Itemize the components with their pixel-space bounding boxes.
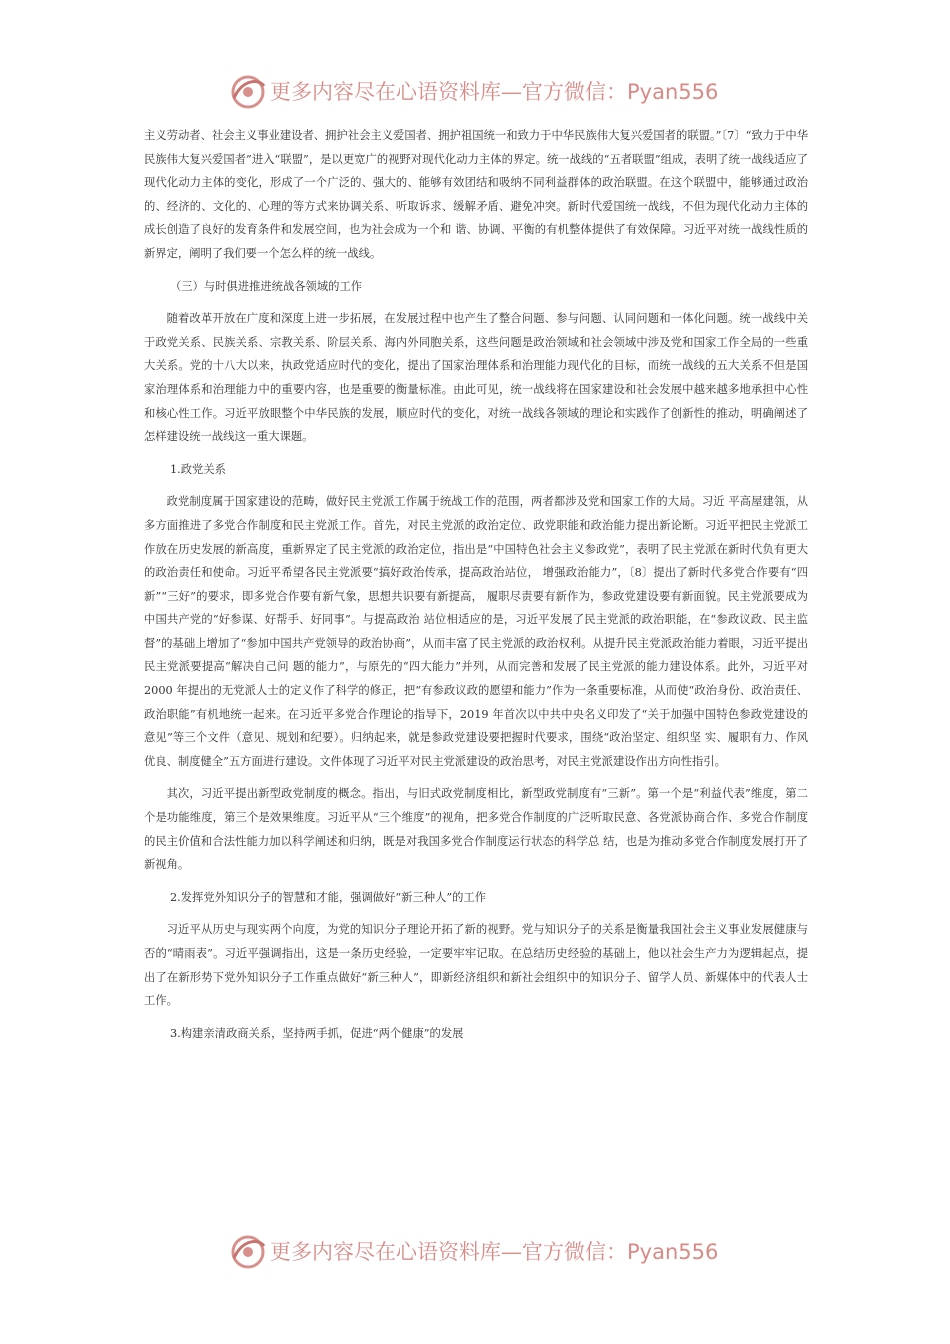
banner-wechat-id: Pyan556 — [627, 1240, 719, 1264]
banner-wechat-label: 官方微信： — [522, 80, 627, 104]
paragraph-5: 习近平从历史与现实两个向度，为党的知识分子理论开拓了新的视野。党与知识分子的关系是衡量我国社会主义事业发展健康与否的“晴雨表”。习近平强调指出，这是一条历史经验，一定要牢牢记取。在总结历史经验的基础上，他以社会生产力为逻辑起点，提出了在新形势下党外知识分子工作重点做好“新三种人”，即新经济组织和新社会组织中的知识分子、留学人员、新媒体中的代表人士工作。 — [144, 923, 808, 1008]
banner-wechat-label: 官方微信： — [522, 1240, 627, 1264]
paragraph-4: 其次，习近平提出新型政党制度的概念。指出，与旧式政党制度相比，新型政党制度有“三新”。第一个是“利益代表”维度，第二个是功能维度，第三个是效果维度。习近平从“三个维度”的视角，把多党合作制度的广泛听取民意、各党派协商合作、多党合作制度的民主价值和合法性能力加以科学阐述和归纳，既是对我国多党合作制度运行状态的科学总 结，也是为推动多党合作制度发展打开了新视角。 — [144, 787, 808, 872]
banner-text — [270, 76, 718, 108]
banner-main: 更多内容尽在心语资料库 — [270, 80, 501, 104]
banner-separator: — — [501, 80, 522, 104]
footer-banner — [0, 1232, 950, 1272]
subheading-1: 1.政党关系 — [169, 462, 226, 476]
subheading-3: 3.构建亲清政商关系，坚持两手抓，促进“两个健康”的发展 — [169, 1026, 464, 1040]
paragraph-3: 政党制度属于国家建设的范畴，做好民主党派工作属于统战工作的范围，两者都涉及党和国家工作的大局。习近 平高屋建瓴，从多方面推进了多党合作制度和民主党派工作。首先，对民主党派的政治定位、政党职能和政治能力提出新论断。习近平把民主党派工作放在历史发展的新高度，重新界定了民主党派的政治定位，指出是“中国特色社会主义参政党”，表明了民主党派在新时代负有更大的政治责任和使命。习近平希望各民主党派要“搞好政治传承，提高政治站位， 增强政治能力”，〔8〕提出了新时代多党合作要有“四新”“三好”的要求，即多党合作要有新气象，思想共识要有新提高， 履职尽责要有新作为，参政党建设要有新面貌。民主党派要成为中国共产党的“好参谋、好帮手、好同事”。与提高政治 站位相适应的是，习近平发展了民主党派的政治职能，在“参政议政、民主监督”的基础上增加了“参加中国共产党领导的政治协商”，从而丰富了民主党派的政治权利。从提升民主党派政治能力着眼，习近平提出民主党派要提高“解决自己问 题的能力”，与原先的“四大能力”并列，从而完善和发展了民主党派的能力建设体系。此外，习近平对 2000 年提出的无党派人士的定义作了科学的修正，把“有参政议政的愿望和能力”作为一条重要标准，从而使“政治身份、政治责任、政治职能”有机地统一起来。在习近平多党合作理论的指导下，2019 年首次以中共中央名义印发了“关于加强中国特色参政党建设的意见”等三个文件（意见、规划和纪要）。归纳起来，就是参政党建设要把握时代要求，围绕“政治坚定、组织坚 实、履职有力、作风优良、制度健全”五方面进行建设。文件体现了习近平对民主党派建设的政治思考，对民主党派建设作出方向性指引。 — [144, 495, 808, 768]
banner-separator: — — [501, 1240, 522, 1264]
banner-text — [270, 1236, 718, 1268]
header-banner — [0, 72, 950, 112]
section-heading-3: （三）与时俱进推进统战各领域的工作 — [169, 279, 363, 293]
banner-wechat-id: Pyan556 — [627, 80, 719, 104]
logo-icon — [228, 1232, 268, 1272]
document-body — [144, 124, 808, 1045]
subheading-2: 2.发挥党外知识分子的智慧和才能，强调做好“新三种人”的工作 — [169, 890, 487, 904]
paragraph-1: 主义劳动者、社会主义事业建设者、拥护社会主义爱国者、拥护祖国统一和致力于中华民族伟大复兴爱国者的联盟。”〔7〕“致力于中华民族伟大复兴爱国者”进入“联盟”，是以更宽广的视野对现代化动力主体的界定。统一战线的“五者联盟”组成，表明了统一战线适应了现代化动力主体的变化，形成了一个广泛的、强大的、能够有效团结和吸纳不同利益群体的政治联盟。在这个联盟中，能够通过政治的、经济的、文化的、心理的等方式来协调关系、听取诉求、缓解矛盾、避免冲突。新时代爱国统一战线，不但为现代化动力主体的成长创造了良好的发育条件和发展空间，也为社会成为一个和 谐、协调、平衡的有机整体提供了有效保障。习近平对统一战线性质的新界定，阐明了我们要一个怎么样的统一战线。 — [144, 129, 808, 260]
banner-main: 更多内容尽在心语资料库 — [270, 1240, 501, 1264]
logo-icon — [228, 72, 268, 112]
paragraph-2: 随着改革开放在广度和深度上进一步拓展，在发展过程中也产生了整合问题、参与问题、认同问题和一体化问题。统一战线中关于政党关系、民族关系、宗教关系、阶层关系、海内外同胞关系，这些问题是政治领域和社会领域中涉及党和国家工作全局的一些重大关系。党的十八大以来，执政党适应时代的变化，提出了国家治理体系和治理能力现代化的目标，而统一战线的五大关系不但是国家治理体系和治理能力中的重要内容，也是重要的衡量标准。由此可见，统一战线将在国家建设和社会发展中越来越多地承担中心性和核心性工作。习近平放眼整个中华民族的发展，顺应时代的变化，对统一战线各领域的理论和实践作了创新性的推动，明确阐述了怎样建设统一战线这一重大课题。 — [144, 312, 808, 444]
